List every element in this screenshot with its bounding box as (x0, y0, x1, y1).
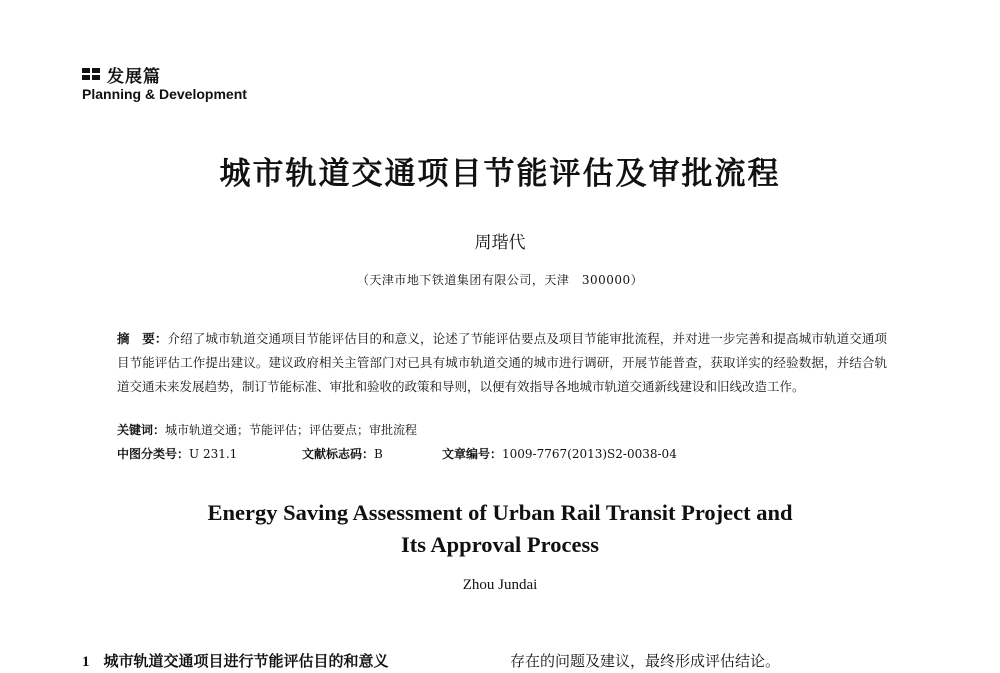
section-icon (82, 68, 102, 82)
keywords-text: 城市轨道交通；节能评估；评估要点；审批流程 (165, 423, 418, 437)
article-title: 城市轨道交通项目节能评估及审批流程 (219, 156, 781, 192)
doc-code-label: 文献标志码： (302, 447, 375, 461)
abstract (117, 327, 887, 399)
keywords (117, 421, 417, 438)
doc-code-field (302, 445, 442, 462)
abstract-label: 摘 要： (117, 331, 168, 346)
abstract-text: 介绍了城市轨道交通项目节能评估目的和意义，论述了节能评估要点及项目节能审批流程，并对进一步完善和提高城市轨道交通项目节能评估工作提出建议。建议政府相关主管部门对已具有城市轨道交通的城市进行调研，开展节能普查，获取详实的经验数据，并结合轨道交通未来发展趋势，制订节能标准、审批和验收的政策和导则，以便有效指导各地城市轨道交通新线建设和旧线改造工作。 (117, 331, 887, 394)
clc-field (117, 445, 302, 462)
section-1-number: 1 (82, 654, 90, 670)
right-column-text: 存在的问题及建议，最终形成评估结论。 (510, 652, 781, 670)
english-title-line1: Energy Saving Assessment of Urban Rail Transit Project and (207, 500, 793, 525)
english-author: Zhou Jundai (462, 577, 538, 593)
english-title (0, 497, 1000, 561)
english-title-line2: Its Approval Process (401, 532, 599, 557)
article-no-value: 1009-7767(2013)S2-0038-04 (502, 447, 677, 461)
doc-code-value: B (374, 447, 383, 461)
section-1-heading (82, 650, 389, 671)
article-no-label: 文章编号： (442, 447, 503, 461)
keywords-label: 关键词： (117, 423, 166, 437)
affiliation: （天津市地下铁道集团有限公司，天津 300000） (356, 273, 644, 287)
section-1-title: 城市轨道交通项目进行节能评估目的和意义 (103, 652, 389, 670)
article-no-field (442, 445, 677, 462)
classification-line (117, 445, 897, 462)
section-title: 发展篇 (107, 67, 161, 87)
author-name: 周瑎代 (474, 233, 526, 253)
section-subtitle: Planning & Development (82, 86, 247, 102)
clc-value: U 231.1 (189, 447, 238, 461)
clc-label: 中图分类号： (117, 447, 190, 461)
